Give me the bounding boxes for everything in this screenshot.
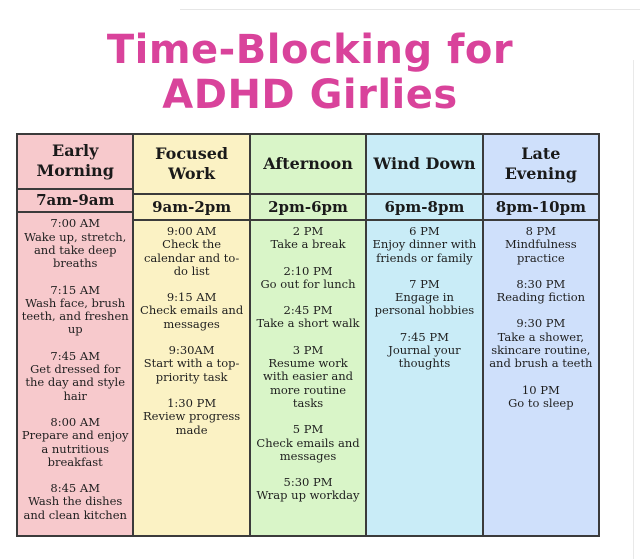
entry-text: Get dressed for the day and style hair bbox=[25, 362, 126, 403]
column-header: Focused Work bbox=[134, 135, 248, 195]
entry-text: Journal your thoughts bbox=[388, 343, 461, 371]
schedule-entry bbox=[484, 278, 598, 305]
column-afternoon bbox=[251, 135, 367, 535]
entry-text: Resume work with easier and more routine tasks bbox=[263, 356, 354, 410]
column-time-range: 7am-9am bbox=[18, 190, 132, 214]
entry-text: Enjoy dinner with friends or family bbox=[372, 237, 477, 265]
schedule-entry bbox=[251, 304, 365, 331]
column-header: Afternoon bbox=[251, 135, 365, 195]
column-body bbox=[484, 221, 598, 535]
entry-time: 8:30 PM bbox=[516, 276, 566, 291]
entry-text: Wake up, stretch, and take deep breaths bbox=[24, 229, 127, 271]
entry-text: Wrap up workday bbox=[256, 488, 360, 503]
entry-time: 5 PM bbox=[292, 422, 324, 437]
entry-text: Wash the dishes and clean kitchen bbox=[23, 494, 127, 522]
schedule-entry bbox=[134, 344, 248, 384]
entry-time: 7:45 PM bbox=[399, 329, 449, 344]
entry-text: Check the calendar and to-do list bbox=[143, 237, 240, 278]
schedule-entry bbox=[251, 476, 365, 503]
entry-text: Mindfulness practice bbox=[505, 237, 577, 265]
column-header: Early Morning bbox=[18, 135, 132, 190]
schedule-entry bbox=[484, 384, 598, 411]
schedule-entry bbox=[367, 278, 481, 318]
entry-time: 9:30AM bbox=[168, 343, 215, 358]
entry-text: Go to sleep bbox=[508, 395, 574, 410]
schedule-entry bbox=[18, 284, 132, 337]
entry-time: 8 PM bbox=[525, 224, 557, 238]
entry-time: 2:10 PM bbox=[283, 263, 333, 278]
entry-time: 7 PM bbox=[409, 276, 440, 291]
entry-time: 10 PM bbox=[521, 382, 560, 397]
entry-time: 2 PM bbox=[292, 224, 324, 238]
top-divider bbox=[180, 9, 640, 10]
entry-text: Reading fiction bbox=[496, 290, 586, 305]
entry-text: Take a break bbox=[270, 237, 346, 252]
column-early-morning bbox=[18, 135, 134, 535]
column-body bbox=[367, 221, 481, 535]
entry-time: 8:00 AM bbox=[50, 414, 100, 429]
schedule-entry bbox=[18, 416, 132, 469]
column-body bbox=[18, 213, 132, 535]
column-wind-down bbox=[367, 135, 483, 535]
schedule-entry bbox=[251, 265, 365, 292]
entry-time: 6 PM bbox=[409, 224, 440, 238]
schedule-entry bbox=[134, 225, 248, 278]
entry-time: 9:00 AM bbox=[166, 224, 217, 238]
entry-text: Wash face, brush teeth, and freshen up bbox=[21, 295, 129, 337]
schedule-entry bbox=[134, 397, 248, 437]
column-time-range: 6pm-8pm bbox=[367, 195, 481, 221]
schedule-entry bbox=[251, 423, 365, 463]
title-line-1: Time-Blocking for bbox=[106, 27, 514, 73]
schedule-entry bbox=[367, 225, 481, 265]
schedule-entry bbox=[134, 291, 248, 331]
title-line-2: ADHD Girlies bbox=[162, 72, 458, 118]
entry-time: 7:45 AM bbox=[50, 348, 100, 363]
entry-text: Take a shower, skincare routine, and brush a teeth bbox=[489, 329, 593, 371]
entry-text: Start with a top-priority task bbox=[143, 356, 240, 384]
schedule-entry bbox=[18, 482, 132, 522]
column-time-range: 9am-2pm bbox=[134, 195, 248, 221]
schedule-entry bbox=[18, 217, 132, 270]
entry-text: Take a short walk bbox=[256, 316, 360, 331]
entry-time: 3 PM bbox=[292, 342, 324, 357]
entry-time: 2:45 PM bbox=[283, 303, 333, 318]
entry-text: Engage in personal hobbies bbox=[374, 290, 475, 318]
entry-time: 7:00 AM bbox=[50, 216, 100, 231]
entry-text: Go out for lunch bbox=[260, 276, 356, 291]
schedule-table bbox=[16, 133, 600, 537]
column-time-range: 2pm-6pm bbox=[251, 195, 365, 221]
entry-text: Review progress made bbox=[143, 409, 241, 437]
schedule-entry bbox=[484, 317, 598, 370]
column-body bbox=[251, 221, 365, 535]
column-focused-work bbox=[134, 135, 250, 535]
schedule-entry bbox=[484, 225, 598, 265]
schedule-entry bbox=[251, 344, 365, 410]
entry-text: Prepare and enjoy a nutritious breakfast bbox=[21, 428, 129, 469]
column-header: Late Evening bbox=[484, 135, 598, 195]
column-late-evening bbox=[484, 135, 598, 535]
entry-time: 9:30 PM bbox=[516, 316, 566, 331]
entry-time: 8:45 AM bbox=[50, 481, 100, 496]
entry-time: 1:30 PM bbox=[167, 395, 217, 410]
column-body bbox=[134, 221, 248, 535]
column-time-range: 8pm-10pm bbox=[484, 195, 598, 221]
schedule-entry bbox=[251, 225, 365, 252]
side-divider bbox=[633, 60, 634, 559]
entry-time: 7:15 AM bbox=[50, 282, 100, 297]
entry-time: 5:30 PM bbox=[283, 475, 333, 490]
entry-text: Check emails and messages bbox=[140, 303, 244, 331]
schedule-entry bbox=[367, 331, 481, 371]
entry-text: Check emails and messages bbox=[256, 435, 360, 463]
schedule-entry bbox=[18, 350, 132, 403]
entry-time: 9:15 AM bbox=[166, 290, 217, 305]
column-header: Wind Down bbox=[367, 135, 481, 195]
